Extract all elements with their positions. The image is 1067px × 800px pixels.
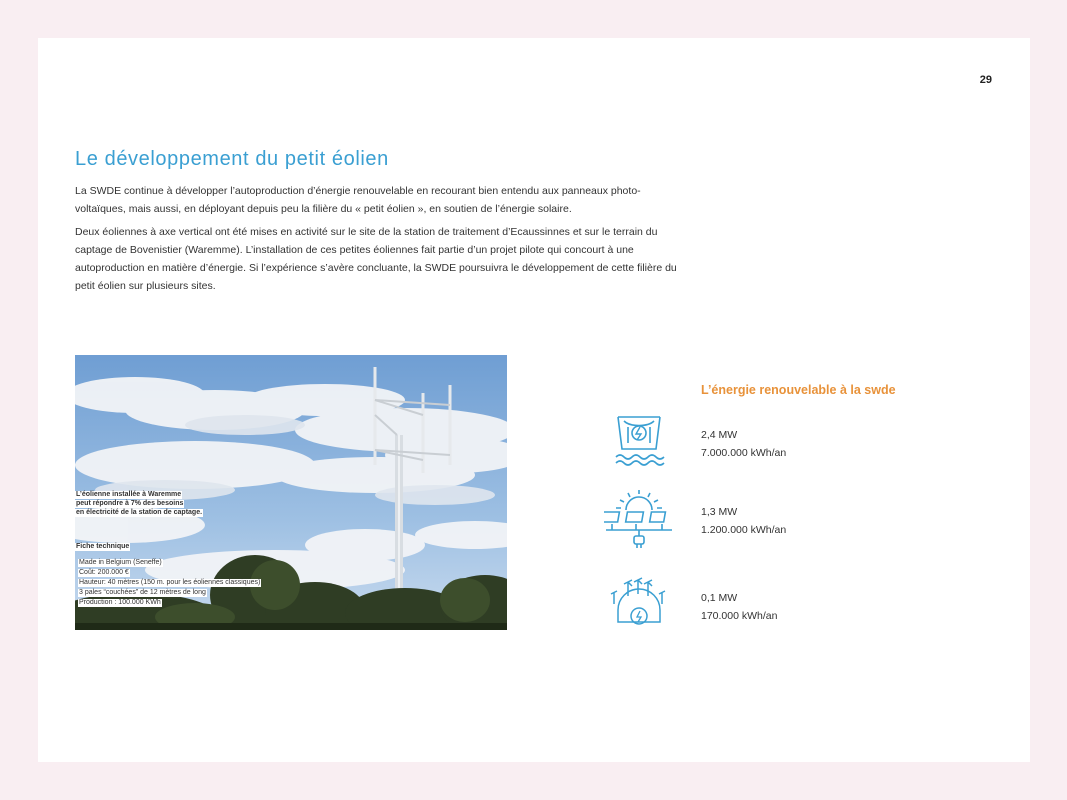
energy-power: 0,1 MW bbox=[701, 592, 738, 604]
spec-item: Hauteur: 40 mètres (150 m. pour les éoliennes classiques) bbox=[79, 579, 261, 586]
energy-values bbox=[701, 589, 777, 625]
energy-power: 2,4 MW bbox=[701, 429, 738, 441]
spec-title: Fiche technique bbox=[76, 543, 130, 550]
energy-item-hydro bbox=[604, 413, 904, 483]
spec-item: Production : 100.000 KWh bbox=[79, 599, 161, 606]
photo-caption-line: peut répondre à 7% des besoins bbox=[76, 500, 184, 507]
paragraph-turbines: Deux éoliennes à axe vertical ont été mises en activité sur le site de la station de traitement d’Ecaussinnes et sur le terrain du captage de Bovenistier (Waremme). L’installation de ces petites éoliennes fait partie d’un projet pilote qui concourt à une autoproduction en matière d’énergie. Si l’expérience s’avère concluante, la SWDE poursuivra le développement de cette filière du petit éolien sur plusieurs sites. bbox=[75, 226, 677, 292]
energy-heading: L’énergie renouvelable à la swde bbox=[701, 383, 896, 397]
page-number: 29 bbox=[979, 74, 992, 86]
solar-panels-icon bbox=[604, 486, 674, 556]
wind-turbine-photo bbox=[75, 355, 507, 630]
energy-annual: 170.000 kWh/an bbox=[701, 610, 778, 622]
photo-caption-line: L’éolienne installée à Waremme bbox=[76, 491, 182, 498]
spec-item: Made in Belgium (Seneffe) bbox=[79, 559, 162, 566]
spec-item: Coût: 200.000 € bbox=[79, 569, 129, 576]
hydro-dam-icon bbox=[604, 413, 674, 483]
energy-power: 1,3 MW bbox=[701, 506, 738, 518]
energy-values bbox=[701, 503, 786, 539]
energy-values bbox=[701, 426, 786, 462]
energy-item-wind bbox=[604, 576, 904, 646]
section-body bbox=[75, 182, 685, 300]
section-title: Le développement du petit éolien bbox=[75, 148, 389, 170]
energy-item-solar bbox=[604, 486, 904, 556]
energy-annual: 1.200.000 kWh/an bbox=[701, 524, 787, 536]
spec-item: 3 pales “couchées” de 12 mètres de long bbox=[79, 589, 206, 596]
wind-turbines-icon bbox=[604, 576, 674, 646]
energy-annual: 7.000.000 kWh/an bbox=[701, 447, 787, 459]
report-page bbox=[38, 38, 1030, 762]
photo-caption-line: en électricité de la station de captage. bbox=[76, 509, 203, 516]
paragraph-intro: La SWDE continue à développer l’autoproduction d’énergie renouvelable en recourant bien entendu aux panneaux photo-voltaïques, mais aussi, en déployant depuis peu la filière du « petit éolien », en soutien de l’énergie solaire. bbox=[75, 185, 641, 215]
